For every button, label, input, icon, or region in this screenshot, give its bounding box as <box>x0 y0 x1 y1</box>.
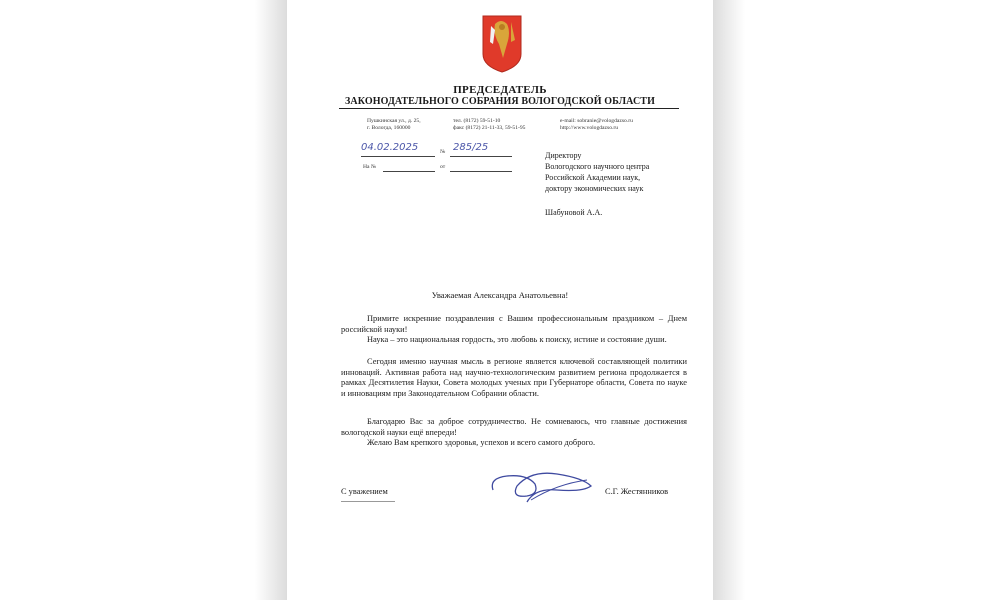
registration-number: 285/25 <box>453 142 489 153</box>
date-underline <box>361 156 435 157</box>
phone-line-1: тел. (8172) 59-51-10 <box>453 118 501 124</box>
handwritten-signature-icon <box>487 460 597 510</box>
from-label: от <box>440 164 446 170</box>
ref-label: На № <box>363 164 377 170</box>
website-line: http://www.vologdazso.ru <box>560 125 619 131</box>
page-shadow-right <box>713 0 745 600</box>
addressee-line-3: Российской Академии наук, <box>545 173 641 182</box>
closing-phrase: С уважением <box>341 487 388 496</box>
paragraph-4: Благодарю Вас за доброе сотрудничество. Не сомневаюсь, что главные достижения вологодской науки ещё впереди! <box>341 417 687 437</box>
phone-line-2: факс (8172) 21-11-33, 59-51-95 <box>453 125 526 131</box>
email-line: e-mail: sobranie@vologdazso.ru <box>560 118 633 124</box>
addressee-line-2: Вологодского научного центра <box>545 162 650 171</box>
number-sign: № <box>440 149 446 155</box>
address-line-2: г. Вологда, 160000 <box>367 125 411 131</box>
registration-date: 04.02.2025 <box>361 142 419 153</box>
paragraph-2: Наука – это национальная гордость, это любовь к поиску, истине и состояние души. <box>367 335 667 344</box>
number-underline <box>450 156 512 157</box>
paragraph-5: Желаю Вам крепкого здоровья, успехов и всего самого доброго. <box>367 438 596 447</box>
paragraph-1: Примите искренние поздравления с Вашим профессиональным праздником – Днем российской науки! <box>341 314 687 334</box>
addressee-name: Шабуновой А.А. <box>545 208 603 217</box>
addressee-line-1: Директору <box>545 151 582 160</box>
address-line-1: Пушкинская ул., д. 25, <box>367 118 421 124</box>
paragraph-3: Сегодня именно научная мысль в регионе является ключевой составляющей политики инноваций. Активная работа над научно-технологическим развитием региона продолжается в рамках Десятилетия Науки, Совета молодых ученых при Губернаторе области, Совета по науке и инновациям при Законодательном Собрании области. <box>341 357 687 398</box>
from-underline <box>450 171 512 172</box>
closing-underline <box>341 501 395 502</box>
page-shadow-left <box>255 0 287 600</box>
letterhead-subtitle: ЗАКОНОДАТЕЛЬНОГО СОБРАНИЯ ВОЛОГОДСКОЙ ОБЛАСТИ <box>345 96 655 107</box>
signer-name: С.Г. Жестянников <box>605 487 669 496</box>
ref-underline <box>383 171 435 172</box>
letter-sheet <box>287 0 713 600</box>
vologda-coat-of-arms-icon <box>481 14 523 74</box>
letterhead-divider <box>339 108 679 109</box>
letter-greeting: Уважаемая Александра Анатольевна! <box>431 290 569 300</box>
addressee-line-4: доктору экономических наук <box>545 184 644 193</box>
letterhead-title: ПРЕДСЕДАТЕЛЬ <box>453 84 547 96</box>
